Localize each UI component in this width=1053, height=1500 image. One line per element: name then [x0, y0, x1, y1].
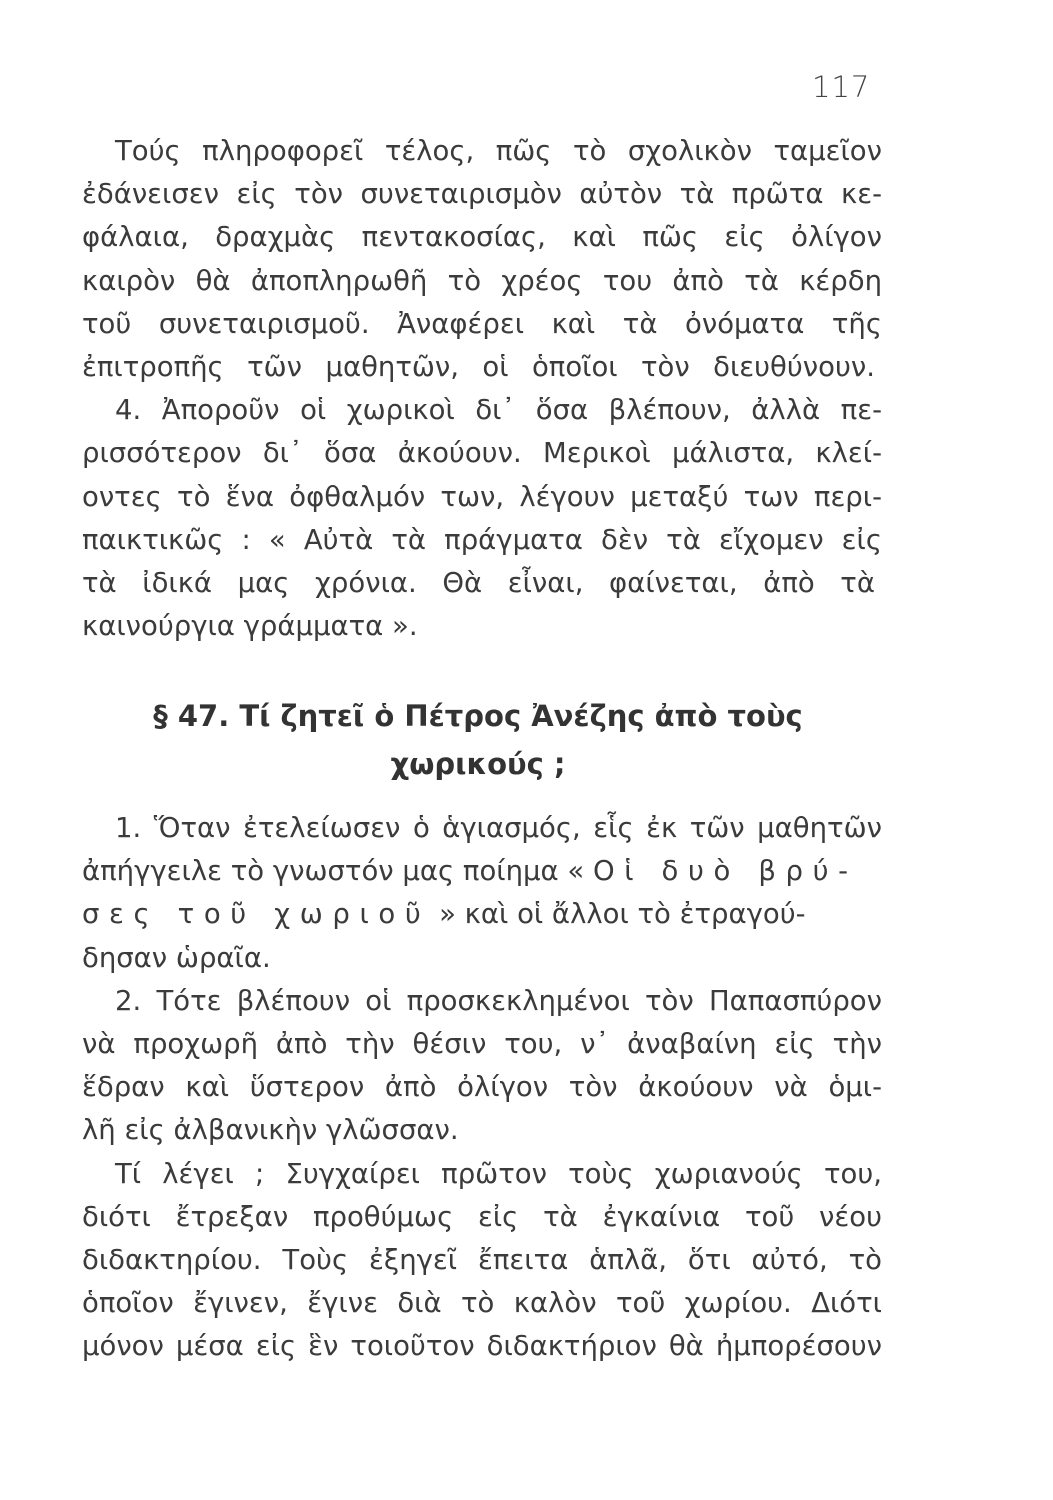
text-line: Τούς πληροφορεῖ τέλος, πῶς τὸ σχολικὸν ταμεῖον	[115, 135, 882, 167]
paragraph-block-1	[82, 130, 882, 648]
text-line: 4. Ἀποροῦν οἱ χωρικοὶ δι᾽ ὅσα βλέπουν, ἀλλὰ πε-	[115, 394, 882, 427]
text-line: καινούργια γράμματα ».	[82, 610, 418, 643]
text-line: τὰ ἰδικά μας χρόνια. Θὰ εἶναι, φαίνεται, ἀπὸ τὰ	[82, 567, 875, 600]
text-line: τοῦ συνεταιρισμοῦ. Ἀναφέρει καὶ τὰ ὀνόματα τῆς	[82, 307, 882, 340]
section-heading-line-2: χωρικούς ;	[390, 747, 566, 781]
text-segment: » καὶ οἱ ἄλλοι τὸ ἐτραγού-	[430, 898, 806, 931]
text-line: Τί λέγει ; Συγχαίρει πρῶτον τοὺς χωριανούς του,	[115, 1157, 882, 1190]
text-line: παικτικῶς : « Αὐτὰ τὰ πράγματα δὲν τὰ εἴχομεν εἰς	[82, 523, 882, 556]
text-line: δησαν ὡραῖα.	[82, 941, 271, 974]
poem-title-part-2: σες τοῦ χωριοῦ	[82, 898, 431, 931]
text-line: ἕδραν καὶ ὕστερον ἀπὸ ὀλίγον τὸν ἀκούουν νὰ ὁμι-	[82, 1071, 882, 1104]
text-line: 2. Τότε βλέπουν οἱ προσκεκλημένοι τὸν Παπασπύρον	[115, 984, 882, 1017]
text-line: οντες τὸ ἕνα ὀφθαλμόν των, λέγουν μεταξύ των περι-	[82, 480, 882, 513]
text-line	[82, 893, 882, 936]
section-heading-line-1: § 47. Τί ζητεῖ ὁ Πέτρος Ἀνέζης ἀπὸ τοὺς	[153, 699, 803, 733]
section-heading	[82, 692, 874, 788]
text-line: 1. Ὅταν ἐτελείωσεν ὁ ἁγιασμός, εἷς ἐκ τῶν μαθητῶν	[115, 812, 882, 844]
paragraph-block-2	[82, 807, 882, 1369]
text-line: φάλαια, δραχμὰς πεντακοσίας, καὶ πῶς εἰς ὀλίγον	[82, 221, 882, 254]
text-line: ἐπιτροπῆς τῶν μαθητῶν, οἱ ὁποῖοι τὸν διευθύνουν.	[82, 351, 875, 384]
text-line: διδακτηρίου. Τοὺς ἐξηγεῖ ἔπειτα ἁπλᾶ, ὅτι αὐτό, τὸ	[82, 1244, 882, 1277]
text-line: νὰ προχωρῆ ἀπὸ τὴν θέσιν του, ν᾽ ἀναβαίνη εἰς τὴν	[82, 1028, 882, 1061]
text-line: ἐδάνεισεν εἰς τὸν συνεταιρισμὸν αὐτὸν τὰ πρῶτα κε-	[82, 178, 882, 211]
text-line	[82, 850, 882, 893]
text-line: διότι ἔτρεξαν προθύμως εἰς τὰ ἐγκαίνια τοῦ νέου	[82, 1200, 882, 1233]
page-number: 117	[812, 70, 871, 104]
text-segment: ἀπήγγειλε τὸ γνωστόν μας ποίημα «	[82, 855, 593, 888]
text-line: ρισσότερον δι᾽ ὅσα ἀκούουν. Μερικοὶ μάλιστα, κλεί-	[82, 437, 882, 470]
poem-title-part-1: Οἱ δυὸ βρύ-	[592, 855, 858, 888]
text-line: ὁποῖον ἔγινεν, ἔγινε διὰ τὸ καλὸν τοῦ χωρίου. Διότι	[82, 1287, 882, 1320]
text-line: λῆ εἰς ἀλβανικὴν γλῶσσαν.	[82, 1114, 459, 1147]
text-line: καιρὸν θὰ ἀποπληρωθῆ τὸ χρέος του ἀπὸ τὰ κέρδη	[82, 264, 882, 297]
text-line: μόνον μέσα εἰς ἓν τοιοῦτον διδακτήριον θὰ ἠμπορέσουν	[82, 1330, 882, 1363]
